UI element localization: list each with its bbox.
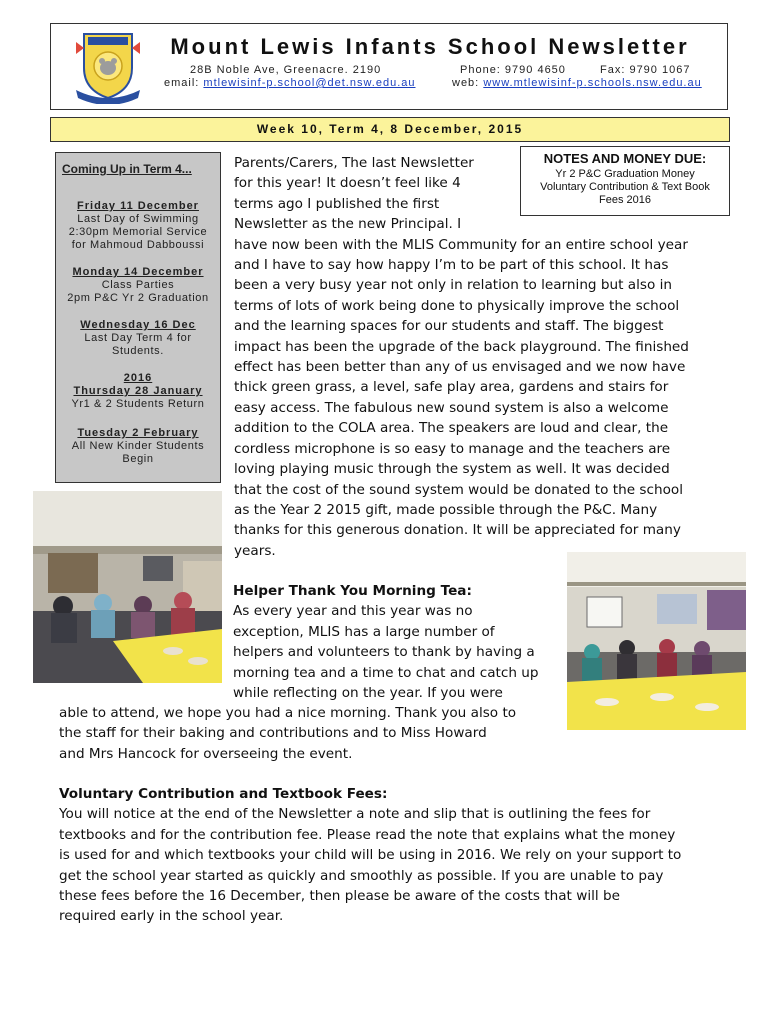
text-line: cordless microphone is so easy to manage and the teachers are	[234, 440, 671, 457]
event-line: Class Parties	[101, 279, 175, 291]
text-line: as the Year 2 2015 gift, made possible through the P&C. Many	[234, 501, 658, 518]
morning-tea-photo-right	[567, 552, 746, 730]
text-line: have now been with the MLIS Community for an entire school year	[234, 236, 688, 253]
text-line: addition to the COLA area. The speakers are loud and clear, the	[234, 420, 669, 437]
text-line: impact has been the upgrade of the back playground. The finished	[234, 338, 689, 355]
text-line: You will notice at the end of the Newsletter a note and slip that is outlining the fees for	[59, 806, 651, 823]
event-line: Begin	[122, 453, 154, 465]
text-line: years.	[234, 542, 276, 559]
text-line: required early in the school year.	[59, 908, 284, 925]
text-line: As every year and this year was no	[233, 603, 473, 620]
sidebar-event	[56, 319, 220, 358]
web-label: web:	[452, 77, 480, 89]
helper-article-bottom	[59, 703, 516, 764]
text-line: and Mrs Hancock for overseeing the event.	[59, 745, 353, 762]
notes-line: Yr 2 P&C Graduation Money	[555, 168, 695, 180]
event-date: Wednesday 16 Dec	[80, 319, 196, 331]
principal-message	[234, 153, 689, 561]
text-line: exception, MLIS has a large number of	[233, 623, 495, 640]
event-year: 2016	[123, 372, 153, 384]
text-line: while reflecting on the year. If you were	[233, 685, 503, 702]
sidebar-event	[56, 266, 220, 305]
week-banner: Week 10, Term 4, 8 December, 2015	[50, 117, 730, 142]
event-line: All New Kinder Students	[71, 440, 205, 452]
notes-line: Voluntary Contribution & Text Book	[540, 181, 710, 193]
text-line: the staff for their baking and contributions and to Miss Howard	[59, 725, 487, 742]
voluntary-contribution-article	[59, 784, 681, 927]
event-date: Tuesday 2 February	[77, 427, 199, 439]
school-logo	[70, 28, 146, 104]
notes-title: NOTES AND MONEY DUE:	[543, 151, 707, 166]
text-line: these fees before the 16 December, then please be aware of the costs that will be	[59, 888, 620, 905]
school-title: Mount Lewis Infants School Newsletter	[170, 34, 690, 59]
event-line: for Mahmoud Dabboussi	[71, 239, 205, 251]
text-line: that the cost of the sound system would be donated to the school	[234, 481, 683, 498]
school-fax: Fax: 9790 1067	[600, 64, 691, 76]
text-line: thanks for this generous donation. It will be appreciated for many	[234, 522, 681, 539]
text-line: for this year! It doesn’t feel like 4	[234, 175, 461, 192]
text-line: is used for and which textbooks your child will be using in 2016. We rely on your support to	[59, 847, 682, 864]
school-phone: Phone: 9790 4650	[460, 64, 566, 76]
event-line: Students.	[112, 345, 164, 357]
sidebar-title: Coming Up in Term 4...	[62, 162, 192, 176]
text-line: terms of lots of work being done to physically improve the school	[234, 297, 680, 314]
text-line: and the learning spaces for our students and staff. The biggest	[234, 318, 664, 335]
helper-heading: Helper Thank You Morning Tea:	[233, 583, 472, 599]
text-line: effect has been better than any of us envisaged and we now have	[234, 359, 686, 376]
event-date: Friday 11 December	[77, 200, 199, 212]
school-address: 28B Noble Ave, Greenacre. 2190	[190, 64, 382, 76]
event-date: Thursday 28 January	[73, 385, 203, 397]
text-line: thick green grass, a level, safe play area, gardens and stairs for	[234, 379, 669, 396]
event-line: Last Day Term 4 for	[84, 332, 192, 344]
text-line: textbooks and for the contribution fee. Please read the note that explains what the money	[59, 826, 676, 843]
email-label: email:	[164, 77, 200, 89]
text-line: Newsletter as the new Principal. I	[234, 216, 462, 233]
text-line: easy access. The fabulous new sound system is also a welcome	[234, 399, 669, 416]
event-line: Last Day of Swimming	[77, 213, 199, 225]
text-line: morning tea and a time to chat and catch up	[233, 664, 539, 681]
voluntary-heading: Voluntary Contribution and Textbook Fees:	[59, 786, 388, 802]
helper-article-top	[233, 581, 539, 703]
text-line: loving playing music through the system as well. It was decided	[234, 461, 670, 478]
sidebar-event	[56, 427, 220, 466]
text-line: get the school year started as quickly and smoothly as possible. If you are unable to pay	[59, 867, 664, 884]
sidebar-event	[56, 372, 220, 411]
text-line: able to attend, we hope you had a nice morning. Thank you also to	[59, 705, 517, 721]
web-row	[452, 77, 702, 89]
email-link[interactable]: mtlewisinf-p.school@det.nsw.edu.au	[203, 77, 416, 89]
event-date: Monday 14 December	[72, 266, 204, 278]
event-line: 2pm P&C Yr 2 Graduation	[67, 292, 209, 304]
text-line: terms ago I published the first	[234, 195, 440, 212]
event-line: 2:30pm Memorial Service	[68, 226, 208, 238]
text-line: helpers and volunteers to thank by having a	[233, 644, 535, 661]
email-row	[164, 77, 416, 89]
text-line: been a very busy year not only in relation to learning but also in	[234, 277, 672, 294]
text-line: Parents/Carers, The last Newsletter	[234, 155, 474, 171]
morning-tea-photo-left	[33, 491, 222, 683]
event-line: Yr1 & 2 Students Return	[71, 398, 205, 410]
text-line: and I have to say how happy I’m to be part of this school. It has	[234, 257, 669, 274]
sidebar-event	[56, 200, 220, 252]
coming-up-sidebar	[55, 152, 221, 483]
notes-line: Fees 2016	[599, 194, 651, 206]
web-link[interactable]: www.mtlewisinf-p.schools.nsw.edu.au	[483, 77, 702, 89]
